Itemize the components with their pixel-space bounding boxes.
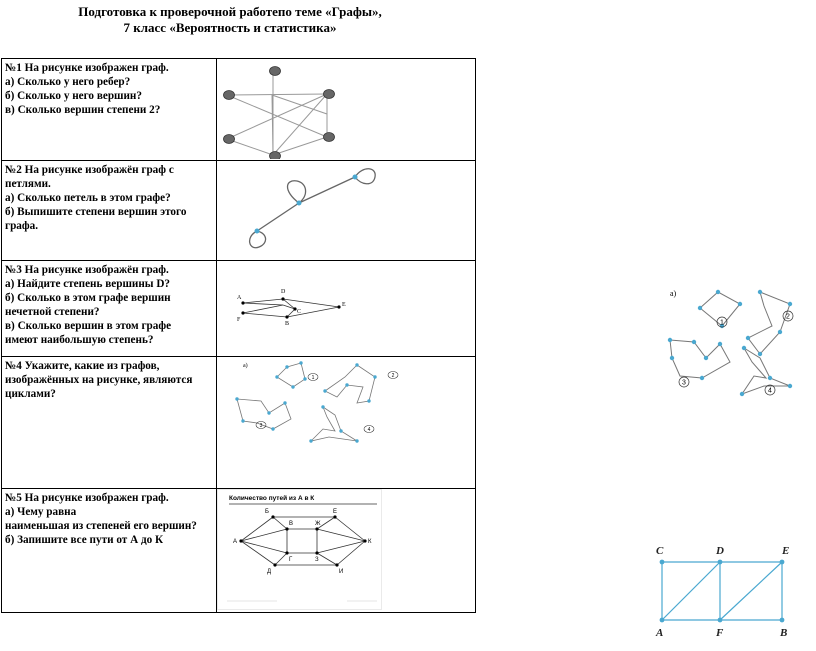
cycles-circle-label: 3 bbox=[682, 379, 686, 387]
graph-5-vertex-label: З bbox=[315, 557, 319, 563]
graph-4-circle-label: 1 bbox=[311, 375, 315, 381]
page-title bbox=[0, 4, 460, 36]
graph-2-diagram bbox=[217, 161, 475, 259]
graph-1-vertex bbox=[224, 135, 235, 144]
task-3-line: №3 На рисунке изображён граф. bbox=[5, 264, 169, 276]
graph-5-vertex-label: Г bbox=[289, 557, 293, 563]
task-2-figure bbox=[217, 161, 476, 261]
grid-vertex-label: D bbox=[716, 545, 724, 557]
graph-4-part-label: а) bbox=[243, 363, 248, 369]
grid-vertex-label: A bbox=[656, 627, 664, 639]
side-figure-cycles bbox=[660, 282, 810, 422]
graph-1-vertex bbox=[324, 90, 335, 99]
task-2-line: б) Выпишите степени вершин этого bbox=[5, 206, 187, 218]
graph-3-label: C bbox=[297, 309, 302, 315]
cycles-diagram bbox=[660, 282, 810, 422]
task-5-line: наименьшая из степеней его вершин? bbox=[5, 520, 197, 532]
graph-1-vertex bbox=[224, 91, 235, 100]
graph-5-vertex-label: А bbox=[233, 539, 238, 545]
task-2-line: а) Сколько петель в этом графе? bbox=[5, 192, 171, 204]
task-3-figure bbox=[217, 261, 476, 357]
task-4-line: изображённых на рисунке, являются bbox=[5, 374, 193, 386]
graph-5-vertex-label: В bbox=[289, 521, 294, 527]
task-3-line: б) Сколько в этом графе вершин bbox=[5, 292, 171, 304]
task-row-1 bbox=[2, 59, 476, 161]
task-row-4 bbox=[2, 357, 476, 489]
task-5-line: а) Чему равна bbox=[5, 506, 77, 518]
cycles-circle-label: 2 bbox=[786, 313, 790, 321]
cycles-part-label: а) bbox=[670, 289, 677, 298]
task-row-5 bbox=[2, 489, 476, 613]
graph-5-vertex-label: И bbox=[339, 569, 344, 575]
title-line-1: Подготовка к проверочной работепо теме «Графы», bbox=[78, 4, 382, 19]
grid-vertex-label: C bbox=[656, 545, 664, 557]
task-1-line: а) Сколько у него ребер? bbox=[5, 76, 131, 88]
task-3-line: в) Сколько вершин в этом графе bbox=[5, 320, 172, 332]
graph-3-label: F bbox=[237, 317, 241, 323]
task-1-line: б) Сколько у него вершин? bbox=[5, 90, 142, 102]
graph-3-label: B bbox=[285, 321, 290, 327]
graph-5-title: Количество путей из А в К bbox=[229, 495, 315, 502]
title-line-2: 7 класс «Вероятность и статистика» bbox=[123, 20, 337, 35]
task-row-2 bbox=[2, 161, 476, 261]
graph-1-vertex bbox=[270, 152, 281, 160]
task-3-line: имеют наибольшую степень? bbox=[5, 334, 154, 346]
side-figure-grid-graph bbox=[650, 528, 800, 646]
task-4-figure bbox=[217, 357, 476, 489]
task-4-line: циклами? bbox=[5, 388, 56, 400]
grid-graph-diagram bbox=[650, 528, 800, 646]
task-1-line: в) Сколько вершин степени 2? bbox=[5, 104, 161, 116]
cycles-circle-label: 4 bbox=[768, 387, 772, 395]
task-2-line: петлями. bbox=[5, 178, 51, 190]
graph-2-vertex bbox=[353, 175, 358, 180]
task-5-figure bbox=[217, 489, 476, 613]
task-2-line: графа. bbox=[5, 220, 39, 232]
graph-4-circle-label: 4 bbox=[367, 427, 371, 433]
graph-3-label: E bbox=[342, 302, 346, 308]
graph-5-vertex-label: Ж bbox=[315, 521, 321, 527]
graph-4-circle-label: 2 bbox=[391, 373, 395, 379]
graph-5-vertex-label: Д bbox=[267, 569, 272, 575]
graph-1-vertex bbox=[270, 67, 281, 76]
graph-3-label: A bbox=[237, 295, 242, 301]
task-5-line: №5 На рисунке изображен граф. bbox=[5, 492, 169, 504]
grid-vertex-label: F bbox=[716, 627, 724, 639]
graph-5-vertex-label: Б bbox=[265, 509, 269, 515]
task-2-line: №2 На рисунке изображён граф с bbox=[5, 164, 174, 176]
task-row-3 bbox=[2, 261, 476, 357]
task-1-text bbox=[2, 59, 217, 161]
task-4-text bbox=[2, 357, 217, 489]
graph-5-vertex-label: Е bbox=[333, 509, 338, 515]
cycles-circle-label: 1 bbox=[720, 319, 724, 327]
task-3-line: нечетной степени? bbox=[5, 306, 100, 318]
graph-4-diagram bbox=[217, 357, 475, 487]
task-5-text bbox=[2, 489, 217, 613]
graph-1-diagram bbox=[217, 59, 475, 159]
tasks-table bbox=[1, 58, 476, 613]
graph-4-circle-label: 3 bbox=[259, 423, 263, 429]
task-3-line: а) Найдите степень вершины D? bbox=[5, 278, 170, 290]
task-4-line: №4 Укажите, какие из графов, bbox=[5, 360, 160, 372]
task-3-text bbox=[2, 261, 217, 357]
graph-5-diagram bbox=[217, 489, 475, 611]
graph-3-diagram bbox=[217, 261, 475, 355]
task-1-figure bbox=[217, 59, 476, 161]
task-5-line: б) Запишите все пути от А до К bbox=[5, 534, 164, 546]
graph-1-vertex bbox=[324, 133, 335, 142]
graph-5-vertex-label: К bbox=[368, 539, 372, 545]
grid-vertex-label: E bbox=[782, 545, 790, 557]
task-1-line: №1 На рисунке изображен граф. bbox=[5, 62, 169, 74]
task-2-text bbox=[2, 161, 217, 261]
graph-2-vertex bbox=[297, 201, 302, 206]
graph-2-vertex bbox=[255, 229, 260, 234]
grid-vertex-label: B bbox=[780, 627, 788, 639]
graph-3-label: D bbox=[281, 289, 286, 295]
